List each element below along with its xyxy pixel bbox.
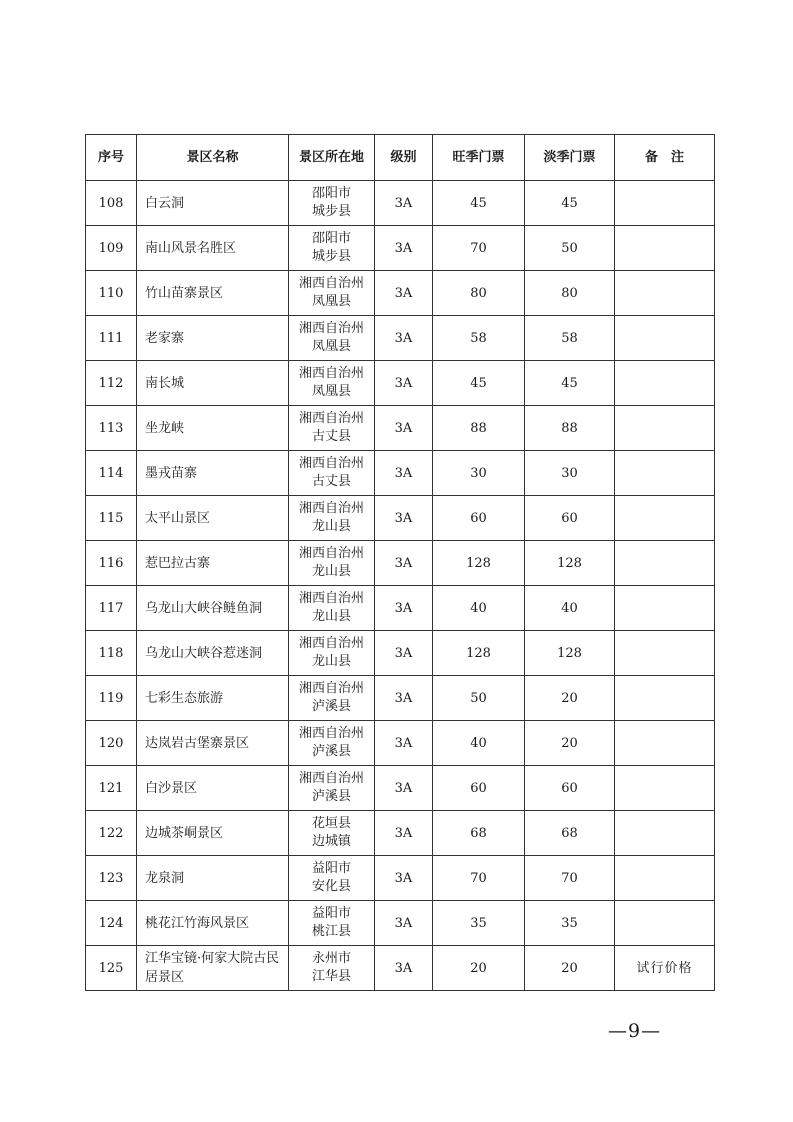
remark-cell (615, 541, 715, 586)
remark-cell (615, 181, 715, 226)
table-row (86, 631, 715, 676)
scenic-name: 南长城 (137, 361, 289, 406)
row-no: 108 (86, 181, 137, 226)
scenic-name: 龙泉洞 (137, 856, 289, 901)
page-number: —9— (608, 1020, 662, 1042)
scenic-level: 3A (375, 496, 433, 541)
row-no: 114 (86, 451, 137, 496)
location-line-1: 湘西自治州 (298, 726, 364, 741)
offpeak-ticket-price: 40 (525, 586, 615, 631)
remark-cell (615, 271, 715, 316)
scenic-location (289, 721, 375, 766)
header-remark: 备 注 (615, 135, 715, 181)
table-header-row (86, 135, 715, 181)
remark-cell (615, 901, 715, 946)
remark-cell (615, 856, 715, 901)
scenic-level: 3A (375, 631, 433, 676)
location-line-2: 龙山县 (311, 654, 351, 669)
location-line-2: 泸溪县 (311, 744, 351, 759)
location-line-1: 湘西自治州 (298, 456, 364, 471)
row-no: 117 (86, 586, 137, 631)
peak-ticket-price: 40 (433, 721, 525, 766)
row-no: 123 (86, 856, 137, 901)
row-no: 122 (86, 811, 137, 856)
offpeak-ticket-price: 128 (525, 541, 615, 586)
offpeak-ticket-price: 88 (525, 406, 615, 451)
location-line-1: 花垣县 (311, 816, 351, 831)
row-no: 125 (86, 946, 137, 991)
table-row (86, 226, 715, 271)
table-row (86, 721, 715, 766)
scenic-location (289, 766, 375, 811)
location-line-1: 湘西自治州 (298, 276, 364, 291)
scenic-level: 3A (375, 811, 433, 856)
location-line-1: 湘西自治州 (298, 366, 364, 381)
location-line-1: 湘西自治州 (298, 591, 364, 606)
row-no: 121 (86, 766, 137, 811)
scenic-name: 白云洞 (137, 181, 289, 226)
table-row (86, 676, 715, 721)
location-line-2: 龙山县 (311, 519, 351, 534)
table-row (86, 316, 715, 361)
offpeak-ticket-price: 30 (525, 451, 615, 496)
scenic-location (289, 946, 375, 991)
peak-ticket-price: 68 (433, 811, 525, 856)
table-row (86, 901, 715, 946)
location-line-1: 湘西自治州 (298, 321, 364, 336)
scenic-name: 老家寨 (137, 316, 289, 361)
location-line-2: 凤凰县 (311, 384, 351, 399)
scenic-level: 3A (375, 586, 433, 631)
remark-cell (615, 496, 715, 541)
remark-cell (615, 451, 715, 496)
location-line-2: 泸溪县 (311, 789, 351, 804)
offpeak-ticket-price: 20 (525, 676, 615, 721)
scenic-location (289, 901, 375, 946)
location-line-1: 邵阳市 (311, 186, 351, 201)
scenic-level: 3A (375, 541, 433, 586)
scenic-location (289, 586, 375, 631)
location-line-1: 益阳市 (311, 906, 351, 921)
scenic-ticket-table (85, 134, 715, 991)
scenic-name: 边城茶峒景区 (137, 811, 289, 856)
scenic-name: 竹山苗寨景区 (137, 271, 289, 316)
header-peak-ticket: 旺季门票 (433, 135, 525, 181)
row-no: 120 (86, 721, 137, 766)
scenic-name: 墨戎苗寨 (137, 451, 289, 496)
offpeak-ticket-price: 50 (525, 226, 615, 271)
scenic-level: 3A (375, 901, 433, 946)
scenic-location (289, 361, 375, 406)
peak-ticket-price: 70 (433, 856, 525, 901)
row-no: 109 (86, 226, 137, 271)
row-no: 110 (86, 271, 137, 316)
remark-cell (615, 406, 715, 451)
scenic-location (289, 181, 375, 226)
row-no: 119 (86, 676, 137, 721)
location-line-1: 湘西自治州 (298, 411, 364, 426)
location-line-2: 城步县 (311, 249, 351, 264)
location-line-2: 桃江县 (311, 924, 351, 939)
location-line-1: 湘西自治州 (298, 681, 364, 696)
location-line-1: 湘西自治州 (298, 636, 364, 651)
scenic-level: 3A (375, 181, 433, 226)
table-row (86, 361, 715, 406)
scenic-name: 南山风景名胜区 (137, 226, 289, 271)
offpeak-ticket-price: 80 (525, 271, 615, 316)
table-row (86, 496, 715, 541)
scenic-location (289, 316, 375, 361)
remark-cell (615, 766, 715, 811)
scenic-location (289, 451, 375, 496)
peak-ticket-price: 128 (433, 631, 525, 676)
location-line-2: 凤凰县 (311, 294, 351, 309)
location-line-2: 安化县 (311, 879, 351, 894)
location-line-1: 湘西自治州 (298, 546, 364, 561)
scenic-name: 江华宝镜·何家大院古民居景区 (137, 946, 289, 991)
row-no: 111 (86, 316, 137, 361)
location-line-1: 湘西自治州 (298, 771, 364, 786)
scenic-location (289, 271, 375, 316)
remark-cell (615, 586, 715, 631)
header-level: 级别 (375, 135, 433, 181)
offpeak-ticket-price: 60 (525, 766, 615, 811)
row-no: 116 (86, 541, 137, 586)
peak-ticket-price: 50 (433, 676, 525, 721)
location-line-1: 湘西自治州 (298, 501, 364, 516)
table-row (86, 811, 715, 856)
location-line-1: 益阳市 (311, 861, 351, 876)
scenic-level: 3A (375, 316, 433, 361)
scenic-level: 3A (375, 226, 433, 271)
peak-ticket-price: 58 (433, 316, 525, 361)
location-line-2: 江华县 (311, 969, 351, 984)
remark-cell (615, 721, 715, 766)
table-row (86, 451, 715, 496)
row-no: 112 (86, 361, 137, 406)
scenic-name: 坐龙峡 (137, 406, 289, 451)
location-line-2: 古丈县 (311, 474, 351, 489)
table-row (86, 586, 715, 631)
row-no: 115 (86, 496, 137, 541)
peak-ticket-price: 70 (433, 226, 525, 271)
location-line-2: 凤凰县 (311, 339, 351, 354)
table-body (86, 181, 715, 991)
table-row (86, 766, 715, 811)
remark-cell (615, 676, 715, 721)
scenic-location (289, 676, 375, 721)
offpeak-ticket-price: 20 (525, 721, 615, 766)
remark-cell (615, 226, 715, 271)
peak-ticket-price: 60 (433, 766, 525, 811)
peak-ticket-price: 45 (433, 361, 525, 406)
remark-cell (615, 361, 715, 406)
remark-cell: 试行价格 (615, 946, 715, 991)
offpeak-ticket-price: 128 (525, 631, 615, 676)
location-line-2: 边城镇 (311, 834, 351, 849)
peak-ticket-price: 30 (433, 451, 525, 496)
scenic-location (289, 496, 375, 541)
remark-cell (615, 316, 715, 361)
location-line-2: 龙山县 (311, 609, 351, 624)
peak-ticket-price: 40 (433, 586, 525, 631)
peak-ticket-price: 60 (433, 496, 525, 541)
scenic-name: 七彩生态旅游 (137, 676, 289, 721)
peak-ticket-price: 20 (433, 946, 525, 991)
scenic-name: 惹巴拉古寨 (137, 541, 289, 586)
scenic-level: 3A (375, 946, 433, 991)
scenic-name: 太平山景区 (137, 496, 289, 541)
scenic-level: 3A (375, 721, 433, 766)
table-row (86, 541, 715, 586)
location-line-1: 邵阳市 (311, 231, 351, 246)
location-line-1: 永州市 (311, 951, 351, 966)
scenic-location (289, 811, 375, 856)
scenic-level: 3A (375, 271, 433, 316)
header-offpeak-ticket: 淡季门票 (525, 135, 615, 181)
header-location: 景区所在地 (289, 135, 375, 181)
row-no: 124 (86, 901, 137, 946)
scenic-name: 达岚岩古堡寨景区 (137, 721, 289, 766)
scenic-level: 3A (375, 766, 433, 811)
table-row (86, 271, 715, 316)
table-row (86, 856, 715, 901)
scenic-level: 3A (375, 451, 433, 496)
table-row (86, 406, 715, 451)
scenic-name: 乌龙山大峡谷鲢鱼洞 (137, 586, 289, 631)
offpeak-ticket-price: 20 (525, 946, 615, 991)
header-name: 景区名称 (137, 135, 289, 181)
offpeak-ticket-price: 70 (525, 856, 615, 901)
offpeak-ticket-price: 45 (525, 361, 615, 406)
remark-cell (615, 631, 715, 676)
offpeak-ticket-price: 60 (525, 496, 615, 541)
header-no: 序号 (86, 135, 137, 181)
location-line-2: 泸溪县 (311, 699, 351, 714)
location-line-2: 城步县 (311, 204, 351, 219)
scenic-name: 白沙景区 (137, 766, 289, 811)
peak-ticket-price: 35 (433, 901, 525, 946)
scenic-location (289, 541, 375, 586)
row-no: 113 (86, 406, 137, 451)
remark-cell (615, 811, 715, 856)
scenic-location (289, 856, 375, 901)
scenic-level: 3A (375, 856, 433, 901)
peak-ticket-price: 128 (433, 541, 525, 586)
scenic-name: 桃花江竹海风景区 (137, 901, 289, 946)
row-no: 118 (86, 631, 137, 676)
scenic-location (289, 631, 375, 676)
scenic-level: 3A (375, 406, 433, 451)
scenic-level: 3A (375, 676, 433, 721)
offpeak-ticket-price: 68 (525, 811, 615, 856)
peak-ticket-price: 45 (433, 181, 525, 226)
location-line-2: 龙山县 (311, 564, 351, 579)
scenic-name: 乌龙山大峡谷惹迷洞 (137, 631, 289, 676)
scenic-level: 3A (375, 361, 433, 406)
scenic-location (289, 226, 375, 271)
peak-ticket-price: 80 (433, 271, 525, 316)
offpeak-ticket-price: 45 (525, 181, 615, 226)
scenic-location (289, 406, 375, 451)
table-row (86, 181, 715, 226)
peak-ticket-price: 88 (433, 406, 525, 451)
location-line-2: 古丈县 (311, 429, 351, 444)
offpeak-ticket-price: 58 (525, 316, 615, 361)
offpeak-ticket-price: 35 (525, 901, 615, 946)
table-row (86, 946, 715, 991)
